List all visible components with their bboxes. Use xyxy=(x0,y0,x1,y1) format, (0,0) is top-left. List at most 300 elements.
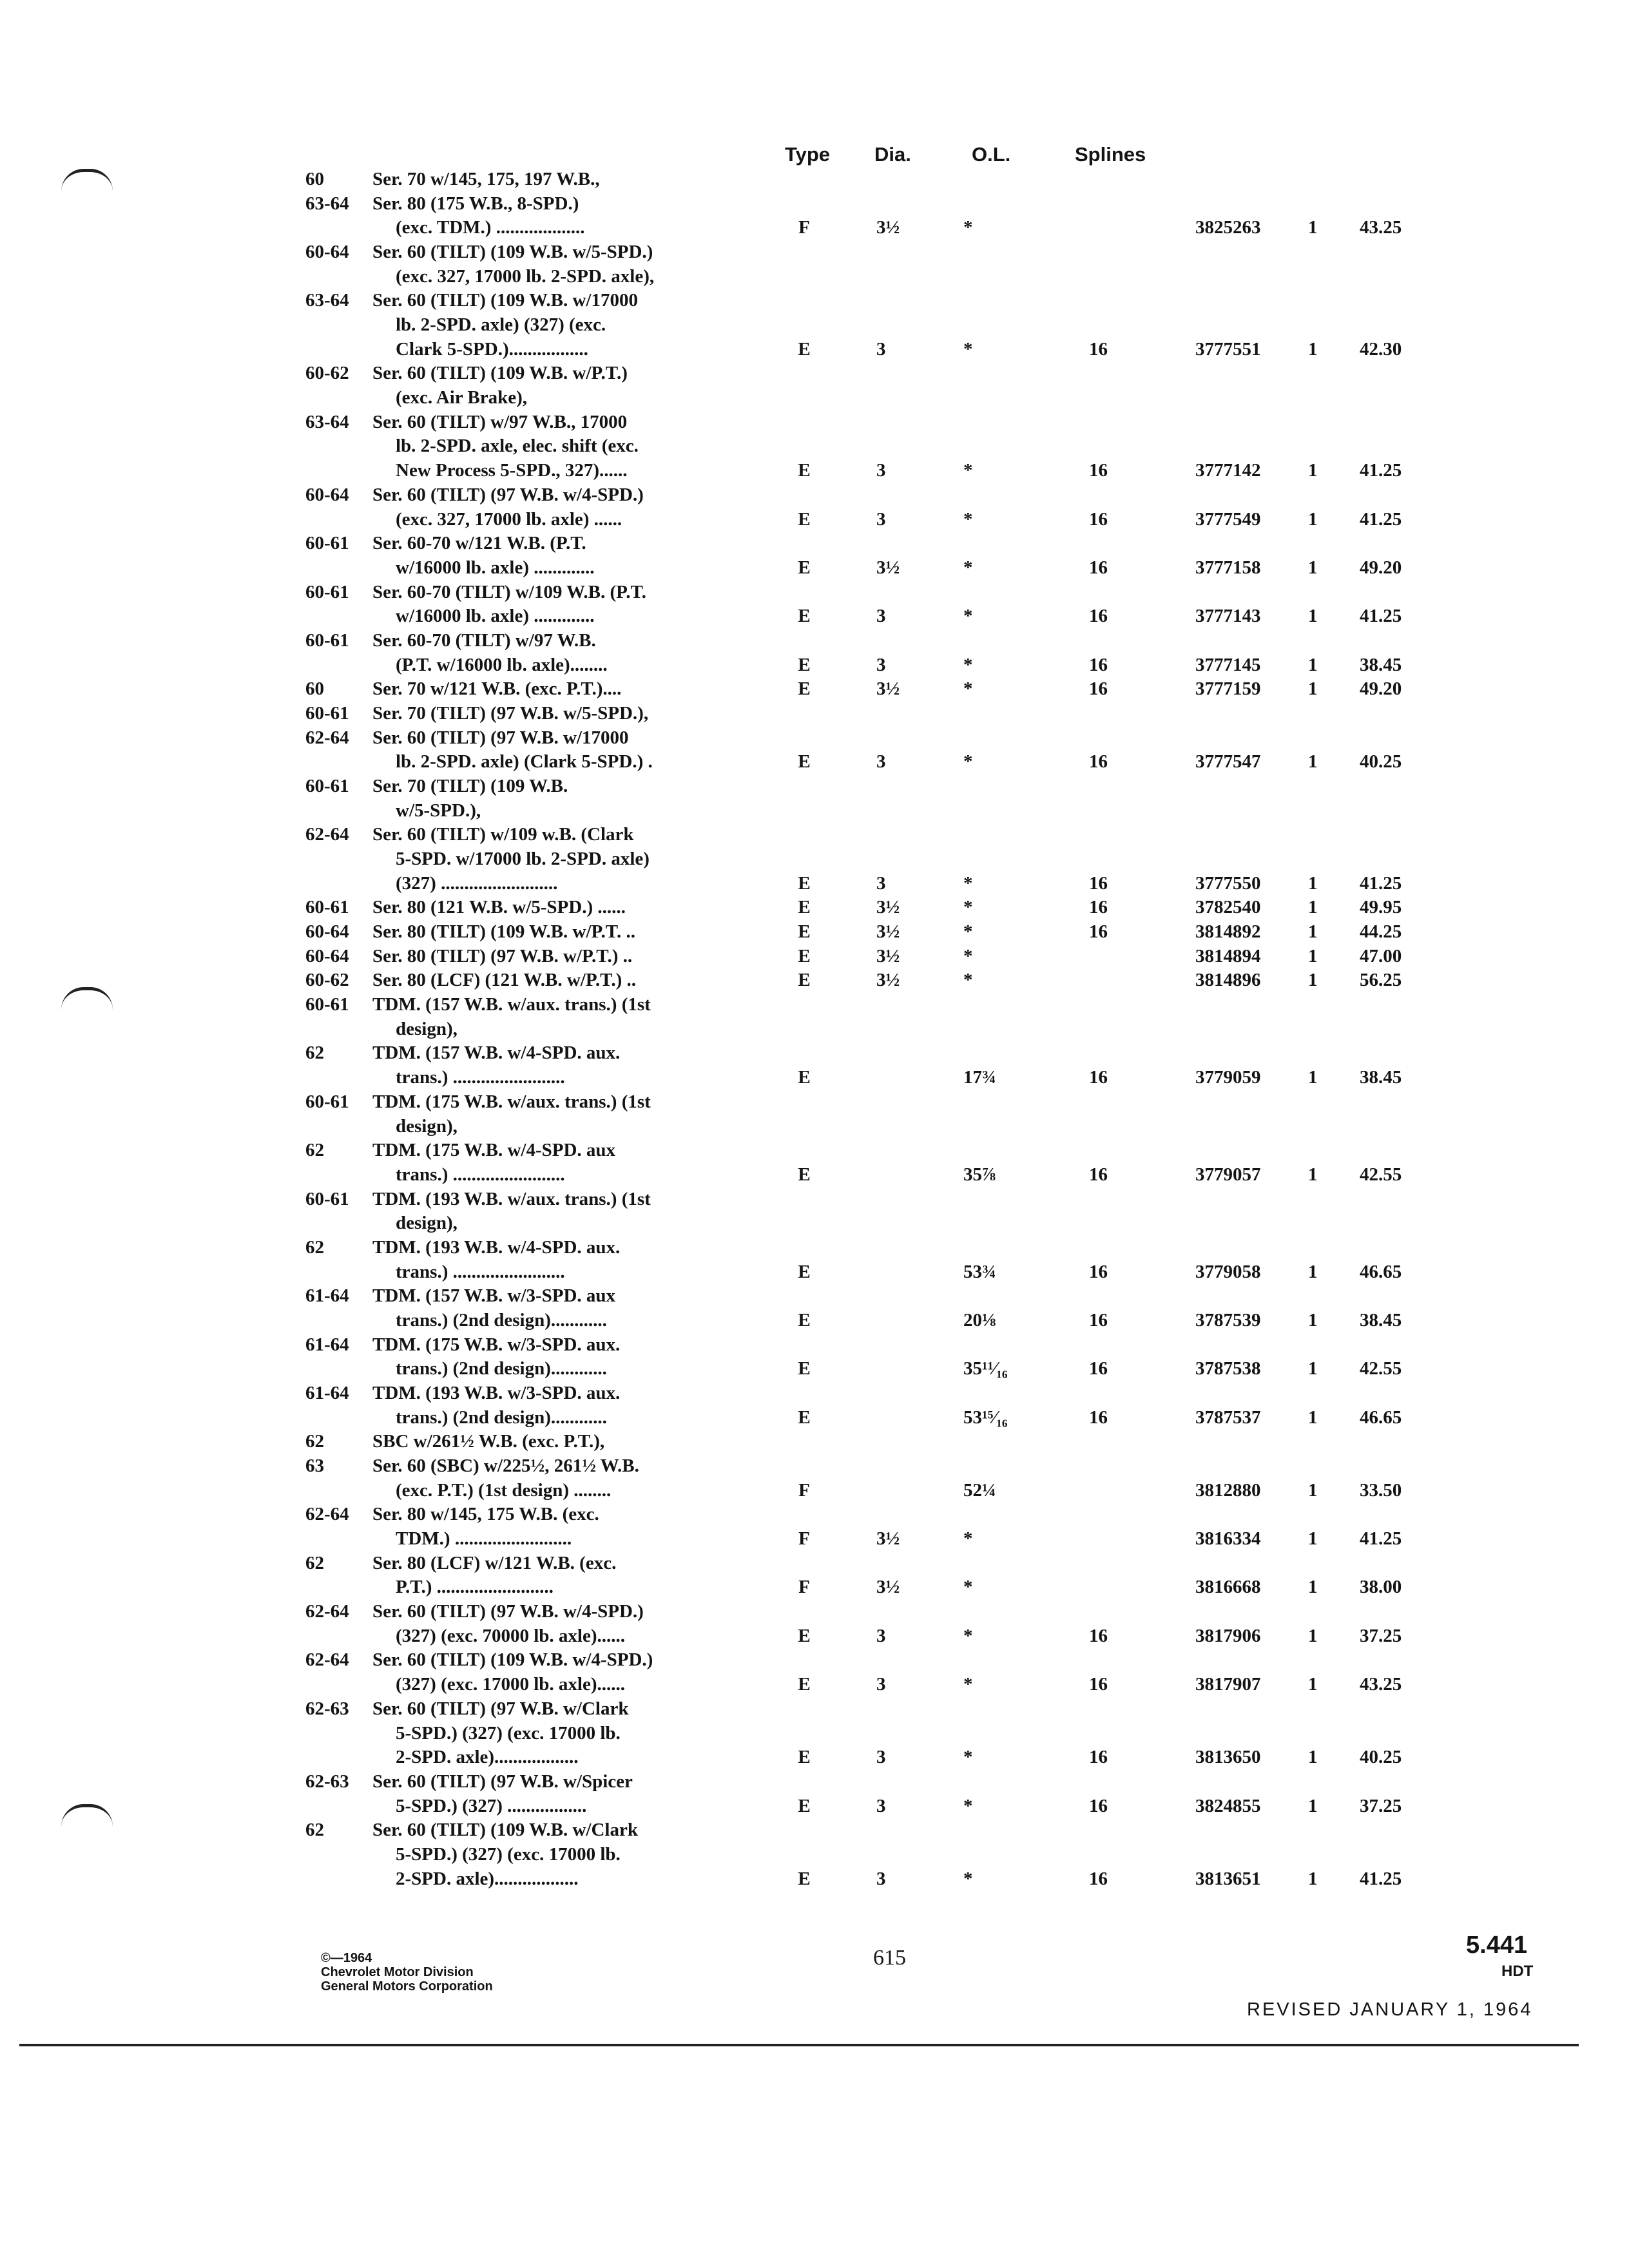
cell-qty: 1 xyxy=(1308,1358,1318,1379)
application-description: w/5-SPD.), xyxy=(396,800,481,821)
cell-ol: 53¾ xyxy=(963,1261,996,1282)
cell-type: E xyxy=(798,1868,811,1889)
model-years: 62-64 xyxy=(305,1649,349,1671)
table-row xyxy=(0,1116,1629,1140)
model-years: 60-64 xyxy=(305,484,349,505)
cell-price: 41.25 xyxy=(1360,1528,1402,1550)
cell-dia: 3½ xyxy=(876,1528,900,1550)
table-row xyxy=(0,1577,1629,1601)
cell-qty: 1 xyxy=(1308,508,1318,530)
cell-type: E xyxy=(798,1164,811,1185)
cell-spl: 16 xyxy=(1089,1747,1108,1768)
cell-part: 3817907 xyxy=(1195,1674,1261,1695)
cell-type: E xyxy=(798,606,811,627)
cell-qty: 1 xyxy=(1308,751,1318,773)
model-years: 60-61 xyxy=(305,1091,349,1112)
cell-qty: 1 xyxy=(1308,338,1318,360)
cell-ol: 53¹⁵⁄₁₆ xyxy=(963,1407,1008,1428)
division-name: Chevrolet Motor Division xyxy=(321,1965,474,1979)
application-description: TDM. (157 W.B. w/aux. trans.) (1st xyxy=(372,994,651,1015)
cell-qty: 1 xyxy=(1308,557,1318,578)
cell-dia: 3½ xyxy=(876,970,900,991)
table-row xyxy=(0,1601,1629,1626)
application-description: Ser. 60 (TILT) (109 W.B. w/5-SPD.) xyxy=(372,242,653,263)
application-description: TDM. (175 W.B. w/3-SPD. aux. xyxy=(372,1334,621,1355)
cell-ol: * xyxy=(963,1674,973,1695)
cell-ol: * xyxy=(963,1747,973,1768)
cell-price: 49.95 xyxy=(1360,897,1402,918)
table-row xyxy=(0,776,1629,800)
table-row xyxy=(0,1091,1629,1116)
cell-part: 3814892 xyxy=(1195,921,1261,943)
model-years: 63 xyxy=(305,1456,324,1477)
application-description: trans.) (2nd design)............ xyxy=(396,1358,607,1379)
model-years: 60-64 xyxy=(305,945,349,966)
cell-qty: 1 xyxy=(1308,945,1318,966)
application-description: TDM. (193 W.B. w/4-SPD. aux. xyxy=(372,1236,621,1258)
table-row xyxy=(0,242,1629,266)
cell-qty: 1 xyxy=(1308,1407,1318,1428)
application-description: design), xyxy=(396,1115,458,1137)
cell-ol: * xyxy=(963,872,973,894)
model-years: 62-64 xyxy=(305,824,349,845)
cell-dia: 3 xyxy=(876,1868,886,1889)
cell-ol: * xyxy=(963,1625,973,1646)
cell-part: 3816668 xyxy=(1195,1577,1261,1598)
application-description: lb. 2-SPD. axle) (327) (exc. xyxy=(396,314,606,336)
cell-spl: 16 xyxy=(1089,460,1108,481)
table-row xyxy=(0,606,1629,630)
cell-ol: * xyxy=(963,606,973,627)
table-row xyxy=(0,1285,1629,1310)
application-description: TDM. (175 W.B. w/4-SPD. aux xyxy=(372,1140,616,1161)
cell-type: E xyxy=(798,897,811,918)
model-years: 62 xyxy=(305,1431,324,1452)
cell-ol: * xyxy=(963,460,973,481)
cell-qty: 1 xyxy=(1308,1625,1318,1646)
cell-price: 38.00 xyxy=(1360,1577,1402,1598)
cell-spl: 16 xyxy=(1089,921,1108,943)
cell-dia: 3 xyxy=(876,872,886,894)
application-description: Ser. 70 w/121 W.B. (exc. P.T.).... xyxy=(372,678,622,700)
cell-spl: 16 xyxy=(1089,1795,1108,1816)
cell-type: F xyxy=(798,1577,810,1598)
application-description: Ser. 60 (TILT) w/97 W.B., 17000 xyxy=(372,411,628,432)
cell-dia: 3½ xyxy=(876,897,900,918)
cell-part: 3814894 xyxy=(1195,945,1261,966)
cell-price: 41.25 xyxy=(1360,606,1402,627)
table-row xyxy=(0,1213,1629,1237)
model-years: 60-61 xyxy=(305,1188,349,1209)
table-row xyxy=(0,1747,1629,1771)
cell-type: E xyxy=(798,1747,811,1768)
cell-spl: 16 xyxy=(1089,1309,1108,1331)
cell-ol: * xyxy=(963,217,973,238)
table-row xyxy=(0,678,1629,703)
table-row xyxy=(0,557,1629,582)
cell-price: 47.00 xyxy=(1360,945,1402,966)
model-years: 62-63 xyxy=(305,1771,349,1792)
cell-price: 49.20 xyxy=(1360,557,1402,578)
table-row xyxy=(0,1067,1629,1091)
model-years: 62-63 xyxy=(305,1698,349,1719)
application-description: New Process 5-SPD., 327)...... xyxy=(396,460,628,481)
cell-part: 3817906 xyxy=(1195,1625,1261,1646)
cell-dia: 3 xyxy=(876,1625,886,1646)
cell-part: 3824855 xyxy=(1195,1795,1261,1816)
application-description: Ser. 80 (TILT) (97 W.B. w/P.T.) .. xyxy=(372,945,633,966)
cell-spl: 16 xyxy=(1089,1868,1108,1889)
table-row xyxy=(0,217,1629,242)
cell-spl: 16 xyxy=(1089,508,1108,530)
application-description: Ser. 60-70 w/121 W.B. (P.T. xyxy=(372,533,586,554)
application-description: Clark 5-SPD.)................. xyxy=(396,338,588,360)
header-ol: O.L. xyxy=(972,143,1011,166)
cell-part: 3777547 xyxy=(1195,751,1261,773)
model-years: 62 xyxy=(305,1552,324,1573)
cell-spl: 16 xyxy=(1089,338,1108,360)
section-number: 5.441 xyxy=(1466,1932,1528,1959)
table-row xyxy=(0,1820,1629,1844)
table-row xyxy=(0,824,1629,849)
cell-spl: 16 xyxy=(1089,897,1108,918)
table-row xyxy=(0,436,1629,460)
cell-ol: * xyxy=(963,1577,973,1598)
cell-type: E xyxy=(798,1261,811,1282)
table-row xyxy=(0,1528,1629,1553)
model-years: 62 xyxy=(305,1820,324,1841)
cell-type: E xyxy=(798,508,811,530)
table-row xyxy=(0,1844,1629,1869)
cell-dia: 3½ xyxy=(876,921,900,943)
cell-type: F xyxy=(798,217,810,238)
model-years: 60-61 xyxy=(305,897,349,918)
cell-part: 3787537 xyxy=(1195,1407,1261,1428)
cell-type: E xyxy=(798,557,811,578)
cell-spl: 16 xyxy=(1089,872,1108,894)
cell-dia: 3½ xyxy=(876,557,900,578)
cell-price: 40.25 xyxy=(1360,1747,1402,1768)
cell-ol: 17¾ xyxy=(963,1067,996,1088)
cell-spl: 16 xyxy=(1089,606,1108,627)
table-row xyxy=(0,1553,1629,1577)
table-row xyxy=(0,290,1629,314)
model-years: 60-62 xyxy=(305,970,349,991)
application-description: Ser. 80 (LCF) (121 W.B. w/P.T.) .. xyxy=(372,970,636,991)
cell-part: 3813651 xyxy=(1195,1868,1261,1889)
cell-ol: * xyxy=(963,654,973,675)
application-description: Ser. 60 (TILT) (109 W.B. w/P.T.) xyxy=(372,363,628,384)
table-row xyxy=(0,582,1629,606)
cell-dia: 3½ xyxy=(876,217,900,238)
table-row xyxy=(0,1796,1629,1820)
cell-qty: 1 xyxy=(1308,1261,1318,1282)
cell-type: E xyxy=(798,654,811,675)
cell-spl: 16 xyxy=(1089,1358,1108,1379)
cell-type: E xyxy=(798,678,811,700)
cell-price: 43.25 xyxy=(1360,217,1402,238)
cell-ol: * xyxy=(963,921,973,943)
application-description: trans.) ........................ xyxy=(396,1067,565,1088)
application-description: (exc. 327, 17000 lb. 2-SPD. axle), xyxy=(396,265,655,287)
cell-type: E xyxy=(798,1067,811,1088)
table-row xyxy=(0,1310,1629,1334)
application-description: Ser. 60 (SBC) w/225½, 261½ W.B. xyxy=(372,1456,639,1477)
model-years: 61-64 xyxy=(305,1383,349,1403)
cell-ol: * xyxy=(963,557,973,578)
cell-ol: 35⅞ xyxy=(963,1164,996,1185)
table-row xyxy=(0,1674,1629,1698)
cell-type: E xyxy=(798,460,811,481)
application-description: Ser. 80 (175 W.B., 8-SPD.) xyxy=(372,193,579,214)
table-row xyxy=(0,1431,1629,1456)
cell-price: 37.25 xyxy=(1360,1795,1402,1816)
table-row xyxy=(0,921,1629,946)
application-description: Ser. 80 (LCF) w/121 W.B. (exc. xyxy=(372,1552,617,1573)
cell-dia: 3 xyxy=(876,606,886,627)
cell-dia: 3 xyxy=(876,1795,886,1816)
cell-part: 3777158 xyxy=(1195,557,1261,578)
cell-price: 38.45 xyxy=(1360,1309,1402,1331)
table-row xyxy=(0,1140,1629,1164)
model-years: 62-64 xyxy=(305,1504,349,1525)
cell-part: 3816334 xyxy=(1195,1528,1261,1550)
table-row xyxy=(0,970,1629,994)
application-description: lb. 2-SPD. axle) (Clark 5-SPD.) . xyxy=(396,751,653,773)
application-description: Ser. 60 (TILT) (97 W.B. w/4-SPD.) xyxy=(372,1601,644,1622)
application-description: TDM. (157 W.B. w/3-SPD. aux xyxy=(372,1285,616,1307)
application-description: trans.) ........................ xyxy=(396,1164,565,1185)
application-description: trans.) (2nd design)............ xyxy=(396,1309,607,1331)
table-row xyxy=(0,655,1629,679)
cell-dia: 3 xyxy=(876,654,886,675)
cell-qty: 1 xyxy=(1308,217,1318,238)
cell-part: 3777551 xyxy=(1195,338,1261,360)
cell-qty: 1 xyxy=(1308,1747,1318,1768)
cell-type: E xyxy=(798,945,811,966)
application-description: Ser. 60 (TILT) (109 W.B. w/4-SPD.) xyxy=(372,1649,653,1671)
model-years: 60-64 xyxy=(305,921,349,943)
corporation-name: General Motors Corporation xyxy=(321,1979,493,1994)
cell-price: 38.45 xyxy=(1360,654,1402,675)
model-years: 62 xyxy=(305,1236,324,1258)
application-description: 2-SPD. axle).................. xyxy=(396,1747,579,1768)
cell-qty: 1 xyxy=(1308,1309,1318,1331)
table-row xyxy=(0,387,1629,412)
cell-price: 42.30 xyxy=(1360,338,1402,360)
cell-dia: 3 xyxy=(876,460,886,481)
cell-price: 33.50 xyxy=(1360,1479,1402,1501)
table-row xyxy=(0,1626,1629,1650)
bottom-rule xyxy=(19,2044,1579,2046)
cell-spl: 16 xyxy=(1089,1261,1108,1282)
table-row xyxy=(0,1262,1629,1286)
cell-type: F xyxy=(798,1479,810,1501)
header-dia: Dia. xyxy=(874,143,911,166)
table-row xyxy=(0,1358,1629,1383)
table-row xyxy=(0,873,1629,898)
table-row xyxy=(0,1043,1629,1067)
table-row xyxy=(0,169,1629,193)
cell-part: 3777143 xyxy=(1195,606,1261,627)
cell-part: 3812880 xyxy=(1195,1479,1261,1501)
application-description: 2-SPD. axle).................. xyxy=(396,1868,579,1889)
model-years: 63-64 xyxy=(305,411,349,432)
application-description: Ser. 70 (TILT) (97 W.B. w/5-SPD.), xyxy=(372,702,649,724)
model-years: 62 xyxy=(305,1043,324,1064)
cell-part: 3814896 xyxy=(1195,970,1261,991)
cell-qty: 1 xyxy=(1308,1479,1318,1501)
application-description: (exc. P.T.) (1st design) ........ xyxy=(396,1479,612,1501)
application-description: TDM. (193 W.B. w/3-SPD. aux. xyxy=(372,1383,621,1403)
application-description: TDM. (157 W.B. w/4-SPD. aux. xyxy=(372,1043,621,1064)
model-years: 60 xyxy=(305,678,324,700)
model-years: 62 xyxy=(305,1140,324,1161)
table-row xyxy=(0,1480,1629,1504)
table-row xyxy=(0,1189,1629,1213)
cell-qty: 1 xyxy=(1308,1795,1318,1816)
cell-qty: 1 xyxy=(1308,1067,1318,1088)
application-description: (P.T. w/16000 lb. axle)........ xyxy=(396,654,608,675)
application-description: (327) (exc. 17000 lb. axle)...... xyxy=(396,1674,625,1695)
cell-ol: * xyxy=(963,678,973,700)
application-description: w/16000 lb. axle) ............. xyxy=(396,606,595,627)
model-years: 60-61 xyxy=(305,581,349,602)
cell-spl: 16 xyxy=(1089,1067,1108,1088)
cell-qty: 1 xyxy=(1308,970,1318,991)
table-row xyxy=(0,946,1629,970)
application-description: Ser. 80 w/145, 175 W.B. (exc. xyxy=(372,1504,599,1525)
section-code: HDT xyxy=(1501,1963,1534,1980)
header-type: Type xyxy=(785,143,831,166)
page-number: 615 xyxy=(873,1946,906,1970)
application-description: Ser. 80 (121 W.B. w/5-SPD.) ...... xyxy=(372,897,626,918)
table-row xyxy=(0,1456,1629,1480)
cell-ol: * xyxy=(963,1795,973,1816)
cell-type: E xyxy=(798,872,811,894)
application-description: Ser. 80 (TILT) (109 W.B. w/P.T. .. xyxy=(372,921,635,943)
cell-type: E xyxy=(798,751,811,773)
application-description: (327) ......................... xyxy=(396,872,558,894)
application-description: (327) (exc. 70000 lb. axle)...... xyxy=(396,1625,625,1646)
cell-spl: 16 xyxy=(1089,678,1108,700)
cell-part: 3777142 xyxy=(1195,460,1261,481)
table-row xyxy=(0,193,1629,218)
application-description: Ser. 60 (TILT) (97 W.B. w/Clark xyxy=(372,1698,629,1719)
cell-price: 38.45 xyxy=(1360,1067,1402,1088)
application-description: trans.) (2nd design)............ xyxy=(396,1407,607,1428)
revised-date: REVISED JANUARY 1, 1964 xyxy=(1247,1999,1533,2020)
cell-part: 3782540 xyxy=(1195,897,1261,918)
cell-qty: 1 xyxy=(1308,1528,1318,1550)
cell-ol: * xyxy=(963,1528,973,1550)
cell-part: 3777549 xyxy=(1195,508,1261,530)
application-description: Ser. 60 (TILT) w/109 w.B. (Clark xyxy=(372,824,634,845)
application-description: design), xyxy=(396,1018,458,1039)
table-row xyxy=(0,1698,1629,1723)
cell-type: E xyxy=(798,1407,811,1428)
table-row xyxy=(0,751,1629,776)
table-row xyxy=(0,1237,1629,1262)
cell-price: 41.25 xyxy=(1360,460,1402,481)
cell-qty: 1 xyxy=(1308,678,1318,700)
model-years: 61-64 xyxy=(305,1334,349,1355)
cell-type: E xyxy=(798,1309,811,1331)
cell-price: 49.20 xyxy=(1360,678,1402,700)
cell-spl: 16 xyxy=(1089,1407,1108,1428)
table-row xyxy=(0,849,1629,873)
cell-spl: 16 xyxy=(1089,1625,1108,1646)
cell-price: 37.25 xyxy=(1360,1625,1402,1646)
application-description: 5-SPD.) (327) (exc. 17000 lb. xyxy=(396,1843,621,1865)
application-description: Ser. 60 (TILT) (97 W.B. w/Spicer xyxy=(372,1771,633,1792)
table-row xyxy=(0,1723,1629,1747)
cell-price: 40.25 xyxy=(1360,751,1402,773)
table-row xyxy=(0,1019,1629,1043)
cell-type: E xyxy=(798,1674,811,1695)
cell-ol: * xyxy=(963,970,973,991)
table-row xyxy=(0,314,1629,339)
cell-price: 42.55 xyxy=(1360,1164,1402,1185)
table-row xyxy=(0,1869,1629,1893)
application-description: P.T.) ......................... xyxy=(396,1577,554,1598)
cell-dia: 3½ xyxy=(876,678,900,700)
cell-ol: * xyxy=(963,508,973,530)
model-years: 63-64 xyxy=(305,193,349,214)
cell-part: 3787538 xyxy=(1195,1358,1261,1379)
application-description: Ser. 60 (TILT) (97 W.B. w/4-SPD.) xyxy=(372,484,644,505)
application-description: Ser. 70 (TILT) (109 W.B. xyxy=(372,776,568,796)
cell-type: E xyxy=(798,1795,811,1816)
model-years: 61-64 xyxy=(305,1285,349,1307)
application-description: TDM.) ......................... xyxy=(396,1528,572,1550)
table-row xyxy=(0,703,1629,727)
cell-price: 46.65 xyxy=(1360,1261,1402,1282)
table-row xyxy=(0,412,1629,436)
cell-price: 42.55 xyxy=(1360,1358,1402,1379)
application-description: 5-SPD.) (327) (exc. 17000 lb. xyxy=(396,1722,621,1744)
cell-price: 41.25 xyxy=(1360,508,1402,530)
model-years: 62-64 xyxy=(305,1601,349,1622)
cell-qty: 1 xyxy=(1308,460,1318,481)
cell-part: 3779058 xyxy=(1195,1261,1261,1282)
cell-type: E xyxy=(798,338,811,360)
cell-qty: 1 xyxy=(1308,1868,1318,1889)
application-description: Ser. 60-70 (TILT) w/97 W.B. xyxy=(372,629,596,651)
table-row xyxy=(0,485,1629,509)
model-years: 63-64 xyxy=(305,290,349,311)
application-description: 5-SPD. w/17000 lb. 2-SPD. axle) xyxy=(396,849,650,870)
copyright: ©—1964 xyxy=(321,1951,372,1965)
cell-price: 46.65 xyxy=(1360,1407,1402,1428)
table-row xyxy=(0,1771,1629,1796)
table-row xyxy=(0,630,1629,655)
table-row xyxy=(0,1407,1629,1432)
cell-ol: * xyxy=(963,338,973,360)
table-row xyxy=(0,800,1629,825)
application-description: (exc. Air Brake), xyxy=(396,387,528,408)
model-years: 60-61 xyxy=(305,994,349,1015)
cell-dia: 3 xyxy=(876,751,886,773)
application-description: design), xyxy=(396,1213,458,1234)
cell-type: E xyxy=(798,1358,811,1379)
cell-qty: 1 xyxy=(1308,872,1318,894)
table-row xyxy=(0,1504,1629,1528)
table-row xyxy=(0,897,1629,921)
model-years: 60-61 xyxy=(305,533,349,554)
table-row xyxy=(0,509,1629,533)
application-description: Ser. 60 (TILT) (109 W.B. w/Clark xyxy=(372,1820,638,1841)
